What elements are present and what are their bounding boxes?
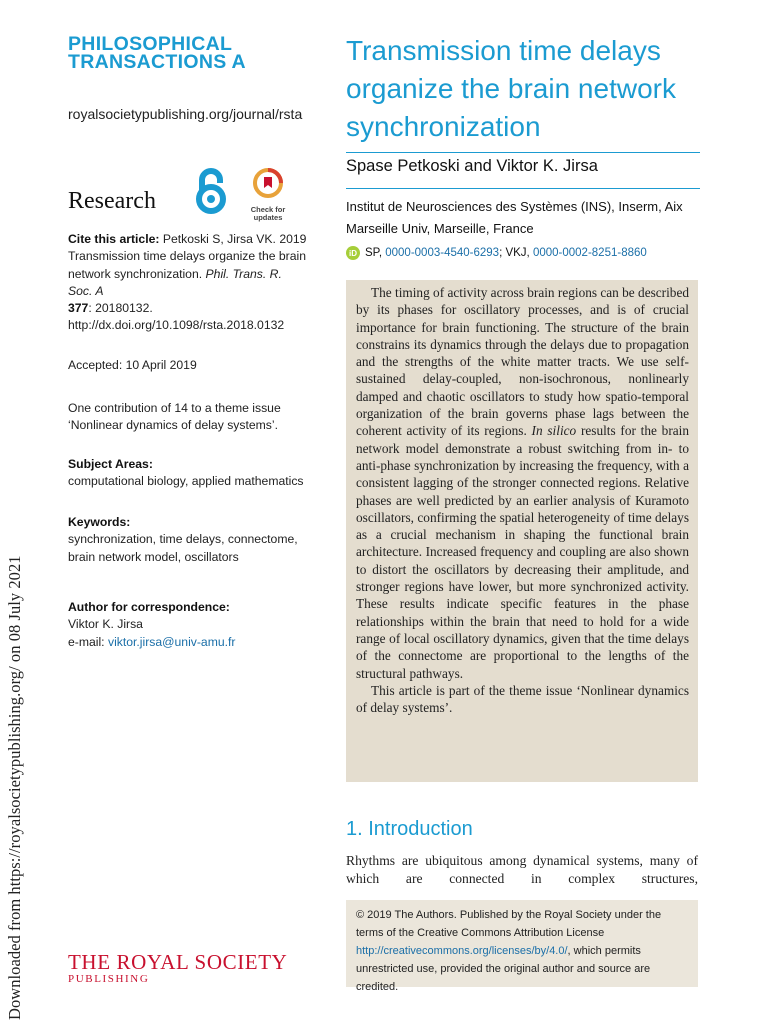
cite-journal: Phil. Trans. R. Soc. A <box>68 266 282 298</box>
cite-doi[interactable]: http://dx.doi.org/10.1098/rsta.2018.0132 <box>68 318 285 333</box>
theme-contribution: One contribution of 14 to a theme issue ‘Nonlinear dynamics of delay systems’. <box>68 401 281 433</box>
abstract-part1: The timing of activity across brain regions can be described by its phases for oscillatory processes, and is of crucial importance for brain functioning. The structure of the brain constrains its dynamics through the delays due to propagation and the strengths of the white matter tracts. We use self-sustained delay-coupled, non-isochronous, nonlinearly damped and chaotic oscillators to study how spatio-temporal organization of the brain governs phase lags between the coherent activity of its regions. <box>356 285 689 439</box>
keywords <box>68 514 308 566</box>
accepted-date: Accepted: 10 April 2019 <box>68 358 197 372</box>
subject-areas-value: computational biology, applied mathematics <box>68 474 304 489</box>
correspondence-label: Author for correspondence: <box>68 600 230 614</box>
keywords-value: synchronization, time delays, connectome, brain network model, oscillators <box>68 532 298 564</box>
publisher-name: THE ROYAL SOCIETY <box>68 950 288 974</box>
open-access-icon <box>192 168 230 216</box>
abstract-box <box>346 280 698 782</box>
cite-pages: : 20180132. <box>88 301 153 316</box>
license-text-pre: © 2019 The Authors. Published by the Royal Society under the terms of the Creative Commons Attribution License <box>356 909 662 939</box>
download-note: Downloaded from https://royalsocietypublishing.org/ on 08 July 2021 <box>5 555 24 1020</box>
journal-name <box>68 35 246 71</box>
abstract-part2: results for the brain network model demonstrate a robust switching from in- to anti-phase synchronization by increasing the frequency, with a consistent lagging of the stronger connected regions. Relative phases are well predicted by an earlier analysis of Kuramoto oscillators, confirming the spatial heterogeneity of time delays as a crucial mechanism in shaping the functional brain architecture. Increased frequency and coupling are also shown to distort the oscillators by decreasing their amplitude, and stronger regions have lower, but more synchronized activity. These results indicate specific features in the phase relationships within the brain that need to hold for a wide range of local oscillatory dynamics, given that the time delays of the connectome are proportional to the lengths of the structural pathways. <box>356 423 690 681</box>
check-for-updates-icon <box>253 168 283 198</box>
abstract-italic: In silico <box>531 423 577 439</box>
article-title: Transmission time delays organize the brain network synchronization <box>346 35 676 142</box>
title-rule <box>346 152 700 153</box>
abstract-text <box>356 284 689 682</box>
check-for-updates-line2: updates <box>253 213 283 222</box>
cite-authors: Petkoski S, Jirsa VK. 2019 <box>162 232 307 246</box>
orcid-vkj-link[interactable]: 0000-0002-8251-8860 <box>532 247 647 259</box>
check-for-updates-line1: Check for <box>250 205 286 214</box>
section-label: Research <box>68 188 156 214</box>
orcid-icon: iD <box>346 246 360 260</box>
license-box <box>346 900 698 993</box>
correspondence-email-link[interactable]: viktor.jirsa@univ-amu.fr <box>107 634 236 649</box>
correspondence-name: Viktor K. Jirsa <box>68 617 143 632</box>
orcid-vkj-label: ; VKJ, <box>499 247 533 259</box>
abstract-theme-note: This article is part of the theme issue ‘Nonlinear dynamics of delay systems’. <box>356 682 689 716</box>
authors-rule <box>346 188 700 189</box>
publisher-logo[interactable] <box>68 950 287 985</box>
introduction-text: Rhythms are ubiquitous among dynamical systems, many of which are connected in complex structures, <box>346 853 698 886</box>
cite-volume: 377 <box>68 301 89 316</box>
journal-name-line1: PHILOSOPHICAL <box>68 33 233 55</box>
article-authors: Spase Petkoski and Viktor K. Jirsa <box>346 157 598 175</box>
cite-title: Transmission time delays organize the brain network synchronization. <box>68 249 306 281</box>
journal-url[interactable]: royalsocietypublishing.org/journal/rsta <box>68 106 303 122</box>
orcid-sp-link[interactable]: 0000-0003-4540-6293 <box>385 247 500 259</box>
journal-name-line2: TRANSACTIONS A <box>68 51 246 73</box>
license-text-post: , which permits unrestricted use, provided the original author and source are credited. <box>356 945 651 993</box>
email-label: e-mail: <box>68 634 108 649</box>
affiliation: Institut de Neurosciences des Systèmes (INS), Inserm, Aix Marseille Univ, Marseille, France <box>346 199 683 236</box>
introduction-heading: 1. Introduction <box>346 818 473 840</box>
cite-label: Cite this article: <box>68 232 160 246</box>
correspondence <box>68 599 308 651</box>
license-link[interactable]: http://creativecommons.org/licenses/by/4.0/ <box>356 945 568 957</box>
orcid-line <box>346 246 647 260</box>
subject-areas <box>68 456 308 491</box>
publisher-sub: PUBLISHING <box>68 973 150 985</box>
orcid-sp-label: SP, <box>365 247 386 259</box>
check-for-updates-button[interactable] <box>245 168 291 220</box>
subject-areas-label: Subject Areas: <box>68 457 153 471</box>
cite-block <box>68 231 308 335</box>
keywords-label: Keywords: <box>68 515 131 529</box>
